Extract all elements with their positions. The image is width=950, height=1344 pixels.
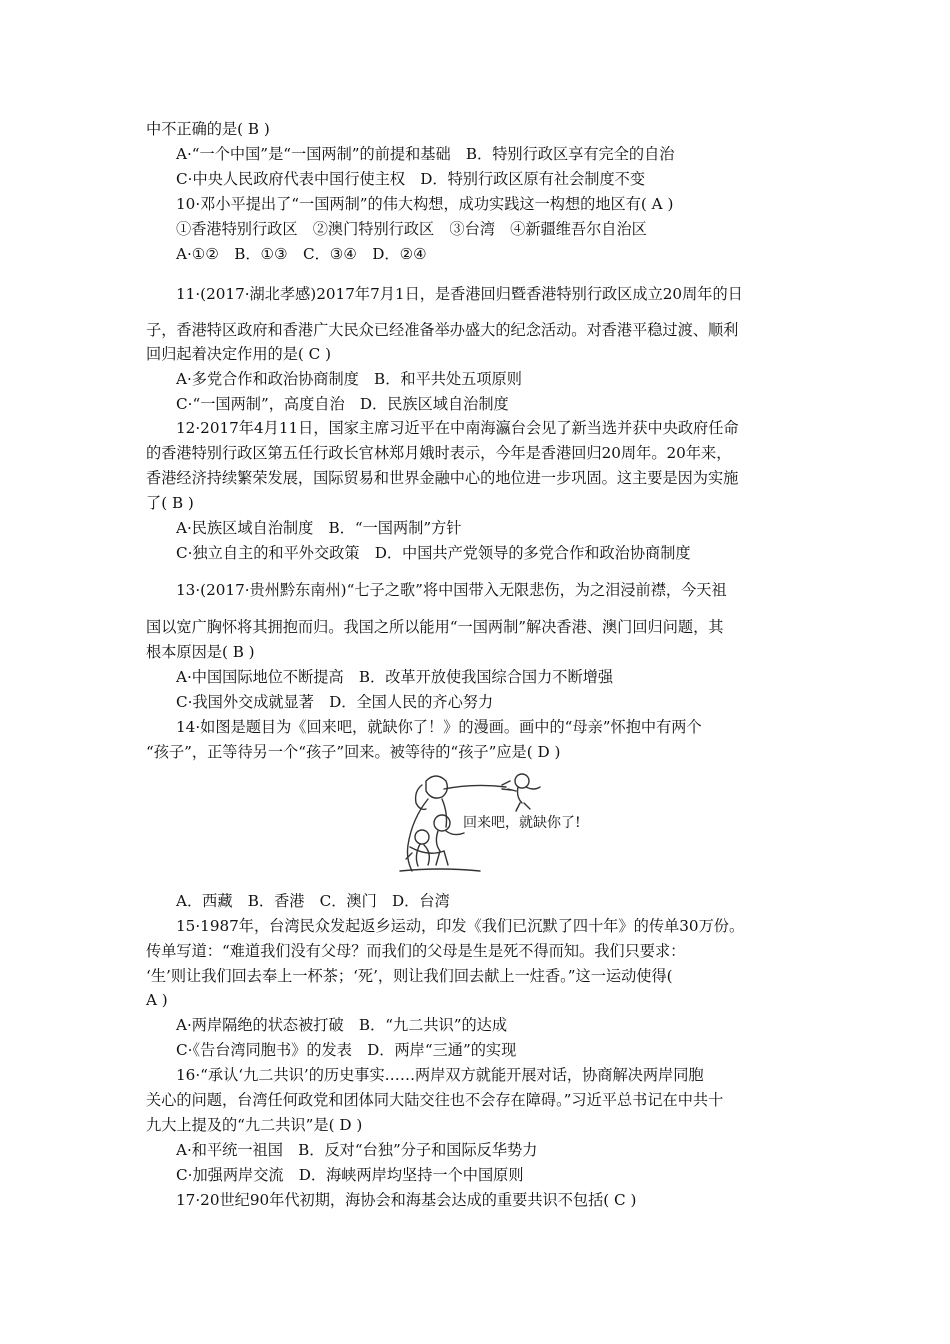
q11-options-cd: C·“一国两制”，高度自治 D．民族区域自治制度 — [176, 395, 509, 413]
q9-options-ab: A·“一个中国”是“一国两制”的前提和基础 B．特别行政区享有完全的自治 — [176, 145, 675, 163]
q16-stem-line3: 九大上提及的“九二共识”是( D ) — [146, 1116, 363, 1134]
q11-stem-line2: 子，香港特区政府和香港广大民众已经准备举办盛大的纪念活动。对香港平稳过渡、顺利 — [146, 321, 739, 339]
q12-options-cd: C·独立自主的和平外交政策 D．中国共产党领导的多党合作和政治协商制度 — [176, 544, 691, 562]
q16-stem-line1: 16·“承认‘九二共识’的历史事实……两岸双方就能开展对话，协商解决两岸同胞 — [176, 1066, 704, 1084]
q13-stem-line2: 国以宽广胸怀将其拥抱而归。我国之所以能用“一国两制”解决香港、澳门回归问题，其 — [146, 618, 724, 636]
q17-stem: 17·20世纪90年代初期，海协会和海基会达成的重要共识不包括( C ) — [176, 1191, 637, 1209]
q14-options: A．西藏 B．香港 C．澳门 D．台湾 — [176, 892, 450, 910]
q15-stem-line3: ‘生’则让我们回去奉上一杯茶；‘死’，则让我们回去献上一炷香。”这一运动使得( — [146, 967, 673, 985]
q13-options-ab: A·中国国际地位不断提高 B．改革开放使我国综合国力不断增强 — [176, 668, 614, 686]
q15-stem-line4: A ) — [146, 991, 168, 1009]
q14-stem-line2: “孩子”，正等待另一个“孩子”回来。被等待的“孩子”应是( D ) — [146, 743, 561, 761]
q12-stem-line3: 香港经济持续繁荣发展，国际贸易和世界金融中心的地位进一步巩固。这主要是因为实施 — [146, 469, 739, 487]
q16-options-cd: C·加强两岸交流 D．海峡两岸均坚持一个中国原则 — [176, 1166, 524, 1184]
child2-head — [415, 830, 429, 844]
child1-body — [436, 831, 464, 865]
q13-stem-line1: 13·(2017·贵州黔东南州)“七子之歌”将中国带入无限悲伤，为之泪浸前襟，今天祖 — [176, 581, 727, 599]
q15-stem-line1: 15·1987年，台湾民众发起返乡运动，印发《我们已沉默了四十年》的传单30万份。 — [176, 917, 745, 935]
q11-stem-line3: 回归起着决定作用的是( C ) — [146, 345, 332, 363]
child1-head — [434, 815, 450, 831]
q11-stem-line1: 11·(2017·湖北孝感)2017年7月1日，是香港回归暨香港特别行政区成立20周年的日 — [176, 285, 743, 303]
q12-options-ab: A·民族区域自治制度 B．“一国两制”方针 — [176, 519, 462, 537]
cartoon-caption: 回来吧，就缺你了! — [463, 815, 581, 831]
q12-stem-line4: 了( B ) — [146, 494, 194, 512]
mother-arm — [444, 781, 511, 790]
q12-stem-line1: 12·2017年4月11日，国家主席习近平在中南海瀛台会见了新当选并获中央政府任命 — [176, 419, 739, 437]
q16-stem-line2: 关心的问题，台湾任何政党和团体同大陆交往也不会存在障碍。”习近平总书记在中共十 — [146, 1091, 724, 1109]
q12-stem-line2: 的香港特别行政区第五任行政长官林郑月娥时表示，今年是香港回归20周年。20年来， — [146, 444, 732, 462]
q16-options-ab: A·和平统一祖国 B．反对“台独”分子和国际反华势力 — [176, 1141, 538, 1159]
q14-stem-line1: 14·如图是题目为《回来吧，就缺你了！》的漫画。画中的“母亲”怀抱中有两个 — [176, 718, 702, 736]
q10-options: A·①② B．①③ C．③④ D．②④ — [176, 245, 427, 263]
q9-stem-end: 中不正确的是( B ) — [146, 120, 270, 138]
waiting-child-head — [515, 774, 529, 788]
mother-head — [426, 776, 447, 798]
q9-options-cd: C·中央人民政府代表中国行使主权 D．特别行政区原有社会制度不变 — [176, 170, 646, 188]
q15-stem-line2: 传单写道：“难道我们没有父母？而我们的父母是生是死不得而知。我们只要求： — [146, 942, 686, 960]
waiting-child-body — [508, 787, 540, 811]
mother-hair — [416, 785, 426, 809]
q13-stem-line3: 根本原因是( B ) — [146, 643, 255, 661]
q10-stem: 10·邓小平提出了“一国两制”的伟大构想，成功实践这一构想的地区有( A ) — [176, 195, 674, 213]
q10-items: ①香港特别行政区 ②澳门特别行政区 ③台湾 ④新疆维吾尔自治区 — [176, 220, 647, 238]
mother-body — [408, 799, 447, 871]
q11-options-ab: A·多党合作和政治协商制度 B．和平共处五项原则 — [176, 370, 522, 388]
q15-options-cd: C·《告台湾同胞书》的发表 D．两岸“三通”的实现 — [176, 1041, 517, 1059]
q13-options-cd: C·我国外交成就显著 D．全国人民的齐心努力 — [176, 693, 494, 711]
q15-options-ab: A·两岸隔绝的状态被打破 B．“九二共识”的达成 — [176, 1016, 508, 1034]
